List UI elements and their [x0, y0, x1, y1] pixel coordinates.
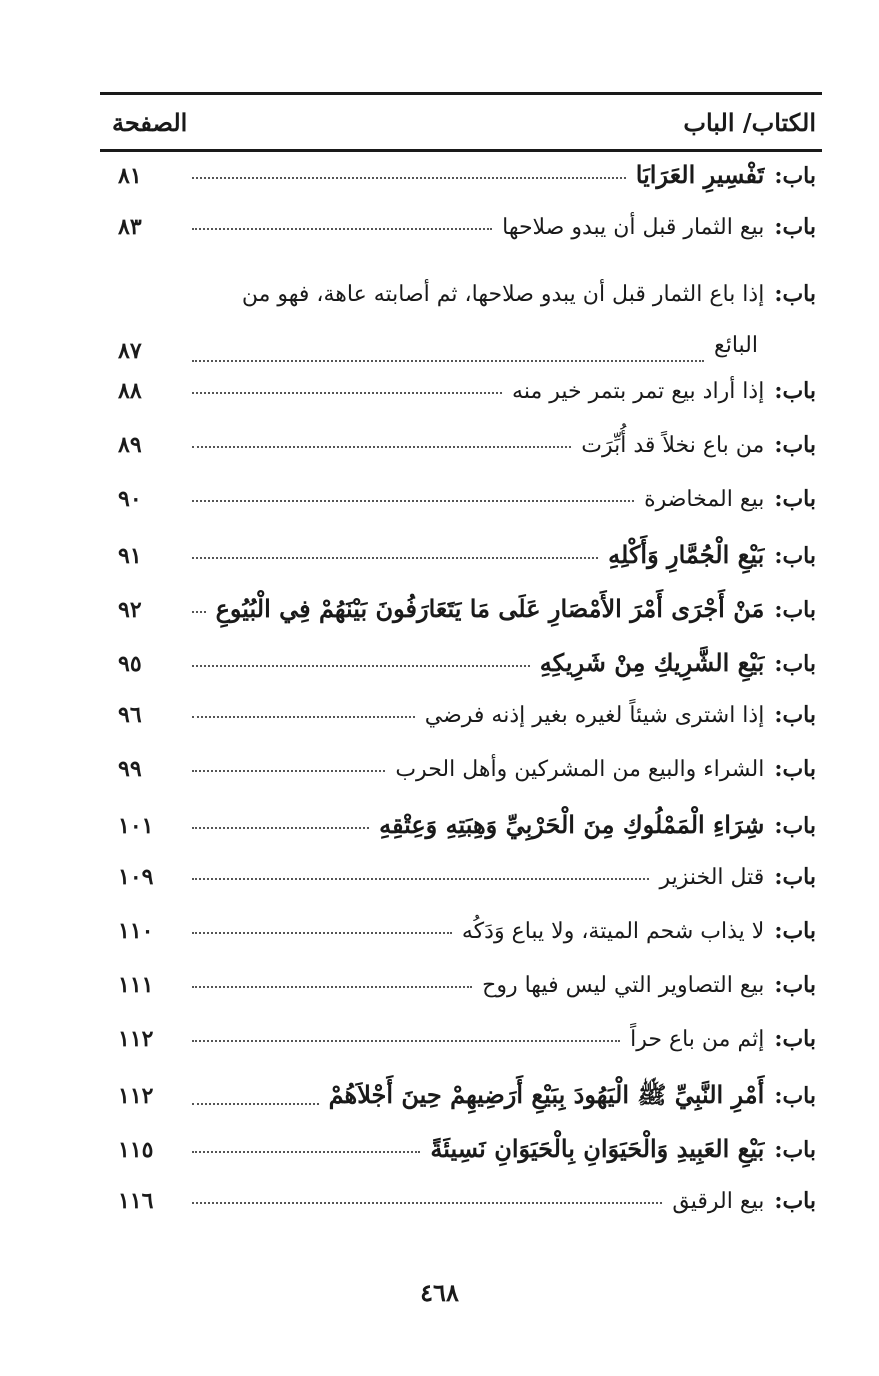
dot-leader [192, 1102, 319, 1105]
toc-entry [192, 756, 822, 782]
header-bottom-rule [100, 149, 822, 152]
toc-row [100, 648, 822, 702]
dot-leader [192, 227, 492, 230]
toc-row [100, 594, 822, 648]
chapter-prefix: باب: [774, 432, 816, 458]
toc-row [100, 160, 822, 214]
chapter-title: إذا اشترى شيئاً لغيره بغير إذنه فرضي [424, 703, 765, 728]
toc-row [100, 1134, 822, 1188]
chapter-prefix: باب: [774, 378, 816, 404]
chapter-title: بيع التصاوير التي ليس فيها روح [482, 973, 765, 998]
header-page-label: الصفحة [112, 107, 188, 137]
page-number: ٤٦٨ [420, 1278, 459, 1307]
toc-list [100, 160, 822, 1242]
toc-entry [192, 864, 822, 890]
dot-leader [192, 176, 626, 179]
dot-leader [192, 931, 452, 934]
toc-row [100, 540, 822, 594]
chapter-prefix: باب: [774, 972, 816, 998]
toc-page-number: ٩٩ [118, 756, 142, 782]
toc-entry [192, 268, 822, 372]
toc-page-number: ١١٢ [118, 1026, 154, 1052]
chapter-prefix: باب: [774, 1083, 816, 1109]
dot-leader [192, 499, 634, 502]
dot-leader [192, 610, 206, 613]
dot-leader [192, 359, 704, 362]
toc-page-number: ٨٣ [118, 214, 142, 240]
toc-row [100, 972, 822, 1026]
chapter-prefix: باب: [774, 702, 816, 728]
chapter-title: بَيْعِ الْجُمَّارِ وَأَكْلِهِ [608, 540, 765, 569]
dot-leader [192, 1150, 420, 1153]
toc-entry [192, 1134, 822, 1163]
chapter-title: إثم من باع حراً [630, 1027, 765, 1052]
dot-leader [192, 715, 415, 718]
toc-entry [192, 214, 822, 240]
chapter-prefix: باب: [774, 1026, 816, 1052]
toc-row [100, 1188, 822, 1242]
toc-page-number: ٩٠ [118, 486, 142, 512]
toc-page-number: ١١١ [118, 972, 154, 998]
chapter-title: أَمْرِ النَّبِيِّ ﷺ الْيَهُودَ بِبَيْعِ أَرَضِيهِمْ حِينَ أَجْلاَهُمْ [328, 1080, 765, 1109]
toc-page-number: ١١٠ [118, 918, 154, 944]
header-chapter-label: الكتاب/ الباب [683, 107, 816, 137]
chapter-prefix: باب: [774, 864, 816, 890]
toc-page-number: ٨١ [118, 163, 142, 189]
toc-page-number: ٨٩ [118, 432, 142, 458]
toc-row [100, 1026, 822, 1080]
chapter-title: شِرَاءِ الْمَمْلُوكِ مِنَ الْحَرْبِيِّ وَهِبَتِهِ وَعِتْقِهِ [379, 810, 765, 839]
toc-page-number: ١٠٩ [118, 864, 154, 890]
dot-leader [192, 769, 385, 772]
chapter-title: الشراء والبيع من المشركين وأهل الحرب [395, 757, 765, 782]
dot-leader [192, 985, 472, 988]
toc-row [100, 864, 822, 918]
toc-entry [192, 1188, 822, 1214]
chapter-prefix: باب: [774, 214, 816, 240]
chapter-prefix: باب: [774, 1137, 816, 1163]
chapter-prefix: باب: [774, 756, 816, 782]
chapter-prefix: باب: [774, 543, 816, 569]
chapter-title: بيع المخاضرة [644, 487, 765, 512]
dot-leader [192, 877, 649, 880]
toc-row [100, 214, 822, 268]
toc-row [100, 432, 822, 486]
toc-entry [192, 1026, 822, 1052]
chapter-title: البائع [714, 333, 758, 358]
dot-leader [192, 826, 369, 829]
dot-leader [192, 1039, 620, 1042]
dot-leader [192, 445, 571, 448]
toc-row [100, 378, 822, 432]
chapter-title: تَفْسِيرِ العَرَايَا [635, 160, 765, 189]
toc-entry [192, 918, 822, 944]
chapter-title: مَنْ أَجْرَى أَمْرَ الأَمْصَارِ عَلَى مَا يَتَعَارَفُونَ بَيْنَهُمْ فِي الْبُيُوعِ [215, 594, 765, 623]
chapter-title: من باع نخلاً قد أُبِّرَت [581, 433, 765, 458]
toc-row [100, 268, 822, 378]
toc-row [100, 918, 822, 972]
toc-row [100, 486, 822, 540]
toc-entry [192, 810, 822, 839]
toc-page-number: ٩١ [118, 543, 142, 569]
toc-row [100, 702, 822, 756]
toc-page-number: ٨٧ [118, 338, 142, 364]
toc-entry [192, 486, 822, 512]
chapter-prefix: باب: [774, 597, 816, 623]
toc-entry [192, 160, 822, 189]
toc-page-number: ٨٨ [118, 378, 142, 404]
toc-entry [192, 648, 822, 677]
chapter-prefix: باب: [774, 486, 816, 512]
chapter-title: لا يذاب شحم الميتة، ولا يباع وَدَكُه [461, 919, 765, 944]
toc-page-number: ٩٥ [118, 651, 142, 677]
toc-entry [192, 594, 822, 623]
chapter-title: قتل الخنزير [659, 865, 765, 890]
chapter-title: بيع الثمار قبل أن يبدو صلاحها [502, 215, 765, 240]
toc-entry [192, 702, 822, 728]
chapter-prefix: باب: [774, 1188, 816, 1214]
dot-leader [192, 556, 598, 559]
toc-page-number: ١١٦ [118, 1188, 154, 1214]
toc-page [100, 92, 822, 1242]
toc-entry [192, 972, 822, 998]
toc-header [100, 95, 822, 149]
toc-entry [192, 1080, 822, 1115]
chapter-title: بَيْعِ الشَّرِيكِ مِنْ شَرِيكِهِ [539, 648, 765, 677]
chapter-title: إذا أراد بيع تمر بتمر خير منه [512, 379, 765, 404]
toc-entry [192, 432, 822, 458]
toc-row [100, 1080, 822, 1134]
dot-leader [192, 1201, 662, 1204]
dot-leader [192, 664, 530, 667]
chapter-title: بيع الرقيق [672, 1189, 765, 1214]
toc-entry [192, 540, 822, 569]
toc-page-number: ١٠١ [118, 813, 154, 839]
chapter-title: إذا باع الثمار قبل أن يبدو صلاحها، ثم أصابته عاهة، فهو من [241, 282, 765, 307]
chapter-prefix: باب: [774, 918, 816, 944]
toc-page-number: ١١٢ [118, 1083, 154, 1109]
toc-entry [192, 378, 822, 404]
chapter-prefix: باب: [774, 651, 816, 677]
chapter-title: بَيْعِ العَبِيدِ وَالْحَيَوَانِ بِالْحَيَوَانِ نَسِيئَةً [430, 1134, 765, 1163]
dot-leader [192, 391, 502, 394]
toc-row [100, 810, 822, 864]
toc-page-number: ٩٦ [118, 702, 142, 728]
toc-page-number: ١١٥ [118, 1137, 154, 1163]
chapter-prefix: باب: [774, 281, 816, 307]
toc-page-number: ٩٢ [118, 597, 142, 623]
chapter-prefix: باب: [774, 163, 816, 189]
chapter-prefix: باب: [774, 813, 816, 839]
toc-row [100, 756, 822, 810]
